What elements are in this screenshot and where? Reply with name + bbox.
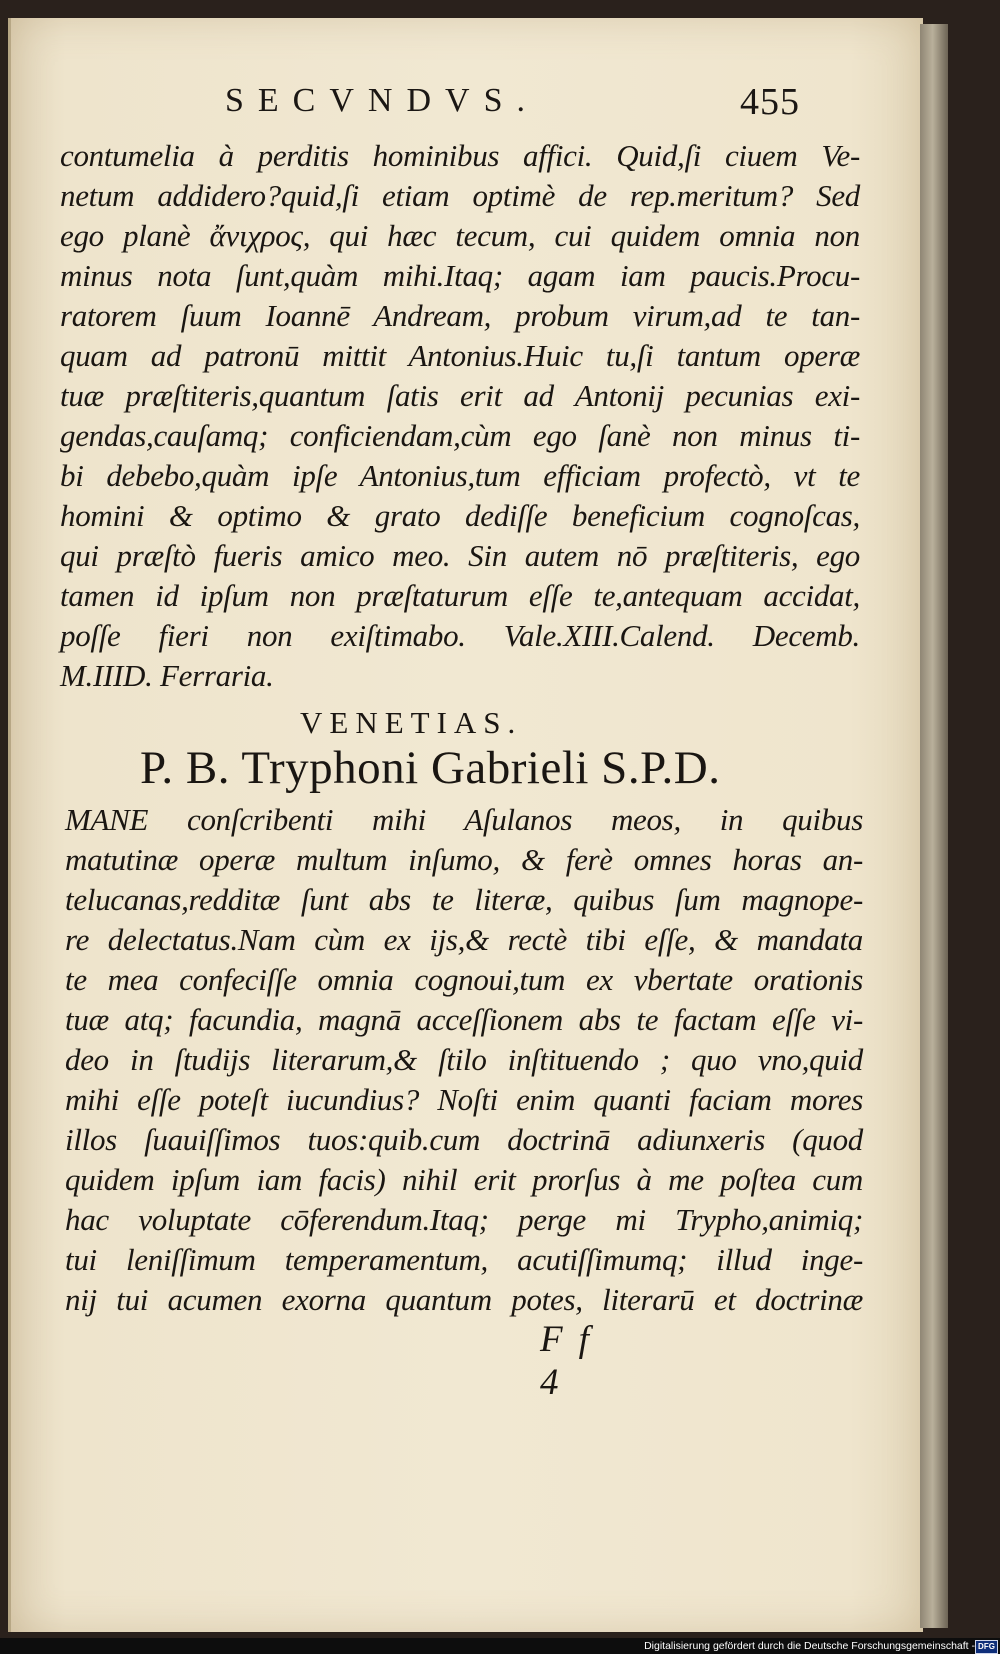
text-line: quam ad patronū mittit Antonius.Huic tu,ſi tantum operæ [60, 338, 860, 373]
page-number: 455 [740, 81, 800, 123]
text-line: re delectatus.Nam cùm ex ijs,& rectè tibi eſſe, & mandata [65, 922, 863, 957]
running-head [225, 82, 800, 122]
letter-heading-place: VENETIAS. [300, 705, 523, 740]
text-line: nij tui acumen exorna quantum potes, literarū et doctrinæ [65, 1282, 863, 1317]
text-line: tuæ atq; facundia, magnā acceſſionem abs te factam eſſe vi- [65, 1002, 863, 1037]
signature-mark: Ff 4 [540, 1319, 605, 1403]
text-line: minus nota ſunt,quàm mihi.Itaq; agam iam paucis.Procu- [60, 258, 860, 293]
text-line: deo in ſtudijs literarum,& ſtilo inſtituendo ; quo vno,quid [65, 1042, 863, 1077]
text-line: te mea confeciſſe omnia cognoui,tum ex vbertate orationis [65, 962, 863, 997]
text-line: M.IIID. Ferraria. [60, 658, 274, 693]
text-line: MANE conſcribenti mihi Aſulanos meos, in quibus [65, 802, 863, 837]
letter-heading-salutation: P. B. Tryphoni Gabrieli S.P.D. [140, 742, 721, 794]
text-line: gendas,cauſamq; conficiendam,cùm ego ſanè non minus ti- [60, 418, 860, 453]
text-line: qui præſtò fueris amico meo. Sin autem nō præſtiteris, ego [60, 538, 860, 573]
text-line: telucanas,redditæ ſunt abs te literæ, quibus ſum magnope- [65, 882, 863, 917]
text-line: quidem ipſum iam facis) nihil erit prorſus à me poſtea cum [65, 1162, 863, 1197]
text-line: hac voluptate cōferendum.Itaq; perge mi Trypho,animiq; [65, 1202, 863, 1237]
text-line: illos ſuauiſſimos tuos:quib.cum doctrinā adiunxeris (quod [65, 1122, 863, 1157]
text-line: mihi eſſe poteſt iucundius? Noſti enim quanti faciam mores [65, 1082, 863, 1117]
text-line: netum addidero?quid,ſi etiam optimè de rep.meritum? Sed [60, 178, 860, 213]
running-head-title: SECVNDVS. [225, 82, 539, 119]
text-line: ego planè ἄνιχρος, qui hæc tecum, cui quidem omnia non [60, 218, 860, 253]
page-edge [920, 24, 948, 1628]
text-line: bi debebo,quàm ipſe Antonius,tum efficiam profectò, vt te [60, 458, 860, 493]
text-line: tui leniſſimum temperamentum, acutiſſimumq; illud inge- [65, 1242, 863, 1277]
text-line: poſſe fieri non exiſtimabo. Vale.XIII.Calend. Decemb. [60, 618, 860, 653]
text-line: homini & optimo & grato dediſſe beneficium cognoſcas, [60, 498, 860, 533]
dfg-logo-icon: DFG [975, 1640, 998, 1654]
text-line: ratorem ſuum Ioannē Andream, probum virum,ad te tan- [60, 298, 860, 333]
text-line: tamen id ipſum non præſtaturum eſſe te,antequam accidat, [60, 578, 860, 613]
funding-credit: Digitalisierung gefördert durch die Deutsche Forschungsgemeinschaft - [644, 1640, 975, 1652]
text-line: tuæ præſtiteris,quantum ſatis erit ad Antonij pecunias exi- [60, 378, 860, 413]
text-line: contumelia à perditis hominibus affici. Quid,ſi ciuem Ve- [60, 138, 860, 173]
text-line: matutinæ operæ multum inſumo, & ferè omnes horas an- [65, 842, 863, 877]
